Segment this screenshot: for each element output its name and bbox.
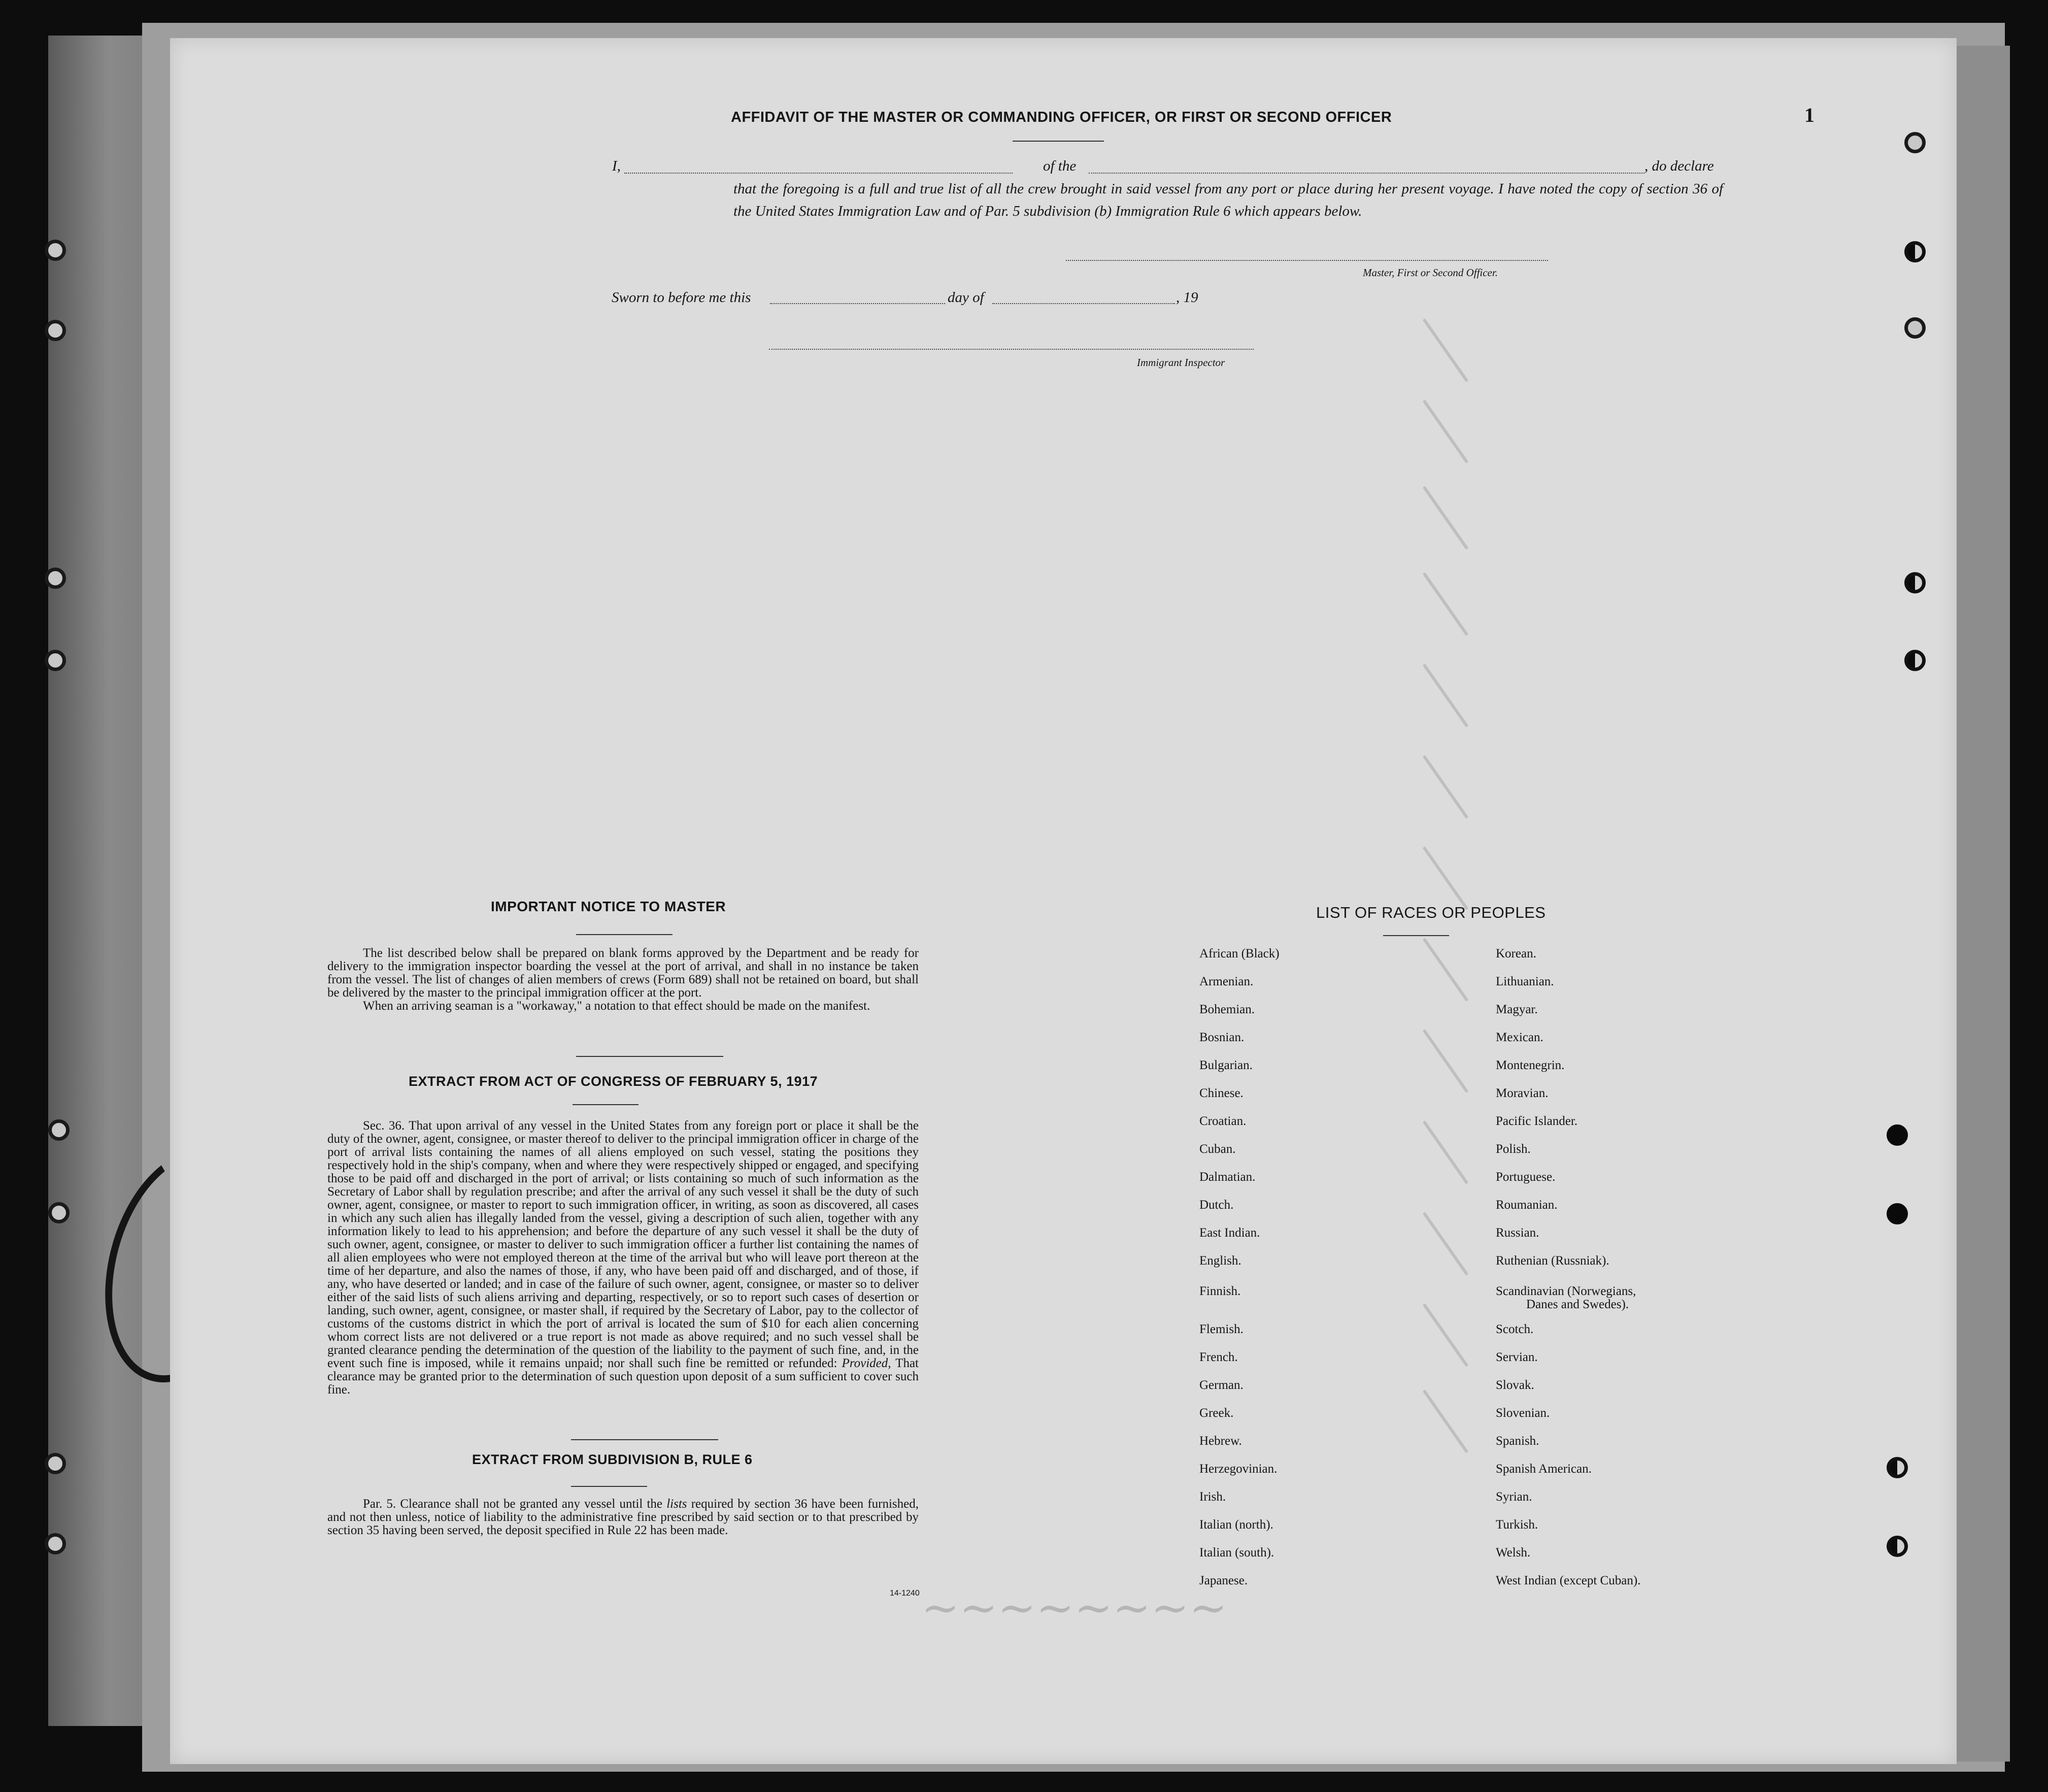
race-item: Mexican. <box>1496 1031 1543 1044</box>
race-item: West Indian (except Cuban). <box>1496 1574 1641 1587</box>
affidavit-body: that the foregoing is a full and true list of all the crew brought in said vessel from any port or place during her present voyage. I have noted the copy of section 36 of the United States Immigration Law and of Par. 5 subdivision (b) Immigration Rule 6 which appears below. <box>733 181 1723 219</box>
section-rule <box>571 1439 718 1440</box>
races-rule <box>1383 935 1449 936</box>
notice-rule <box>576 934 673 935</box>
pencil-mark <box>1423 1120 1469 1184</box>
race-item: Irish. <box>1199 1490 1226 1504</box>
race-item: Chinese. <box>1199 1086 1244 1100</box>
race-item: English. <box>1199 1254 1241 1268</box>
race-item: Finnish. <box>1199 1284 1241 1298</box>
punch-hole <box>1904 572 1926 593</box>
punch-hole <box>1887 1203 1908 1224</box>
race-item: Herzegovinian. <box>1199 1462 1278 1476</box>
notice-block <box>327 947 919 1013</box>
extract-act-rule <box>573 1104 639 1105</box>
punch-hole <box>48 1119 70 1141</box>
punch-hole <box>1904 132 1926 153</box>
affidavit-title: AFFIDAVIT OF THE MASTER OR COMMANDING OFFICER, OR FIRST OR SECOND OFFICER <box>731 109 1392 125</box>
race-item: Roumanian. <box>1496 1198 1558 1212</box>
affidavit-of-the-label: of the <box>1043 158 1077 174</box>
race-item: Bosnian. <box>1199 1031 1245 1044</box>
race-item: Bohemian. <box>1199 1003 1255 1016</box>
punch-hole <box>45 1453 66 1474</box>
section-36-text-end: That clearance may be granted prior to the determination of such question upon deposit of a sum sufficient to cover such fine. <box>327 1356 919 1397</box>
document-page <box>170 38 1957 1764</box>
race-item: Servian. <box>1496 1350 1538 1364</box>
pencil-mark <box>1423 938 1469 1002</box>
race-item: Korean. <box>1496 947 1536 960</box>
extract-rule-rule <box>571 1486 647 1487</box>
race-item: Hebrew. <box>1199 1434 1242 1448</box>
notice-para-2: When an arriving seaman is a "workaway," a notation to that effect should be made on the manifest. <box>363 999 870 1013</box>
punch-hole <box>45 320 66 341</box>
officer-signature-caption: Master, First or Second Officer. <box>1363 267 1498 279</box>
race-item: Montenegrin. <box>1496 1058 1565 1072</box>
affidavit-i-label: I, <box>612 158 621 174</box>
race-item: Croatian. <box>1199 1114 1247 1128</box>
race-item: Turkish. <box>1496 1518 1538 1532</box>
section-rule <box>576 1056 723 1057</box>
punch-hole <box>48 1202 70 1223</box>
race-item: Welsh. <box>1496 1546 1531 1559</box>
race-item: Portuguese. <box>1496 1170 1556 1184</box>
pencil-mark <box>1423 1212 1469 1276</box>
race-item: Scandinavian (Norwegians, <box>1496 1284 1636 1298</box>
proviso-word: Provided, <box>842 1356 891 1370</box>
punch-hole <box>45 568 66 589</box>
title-rule <box>1013 141 1104 142</box>
inspector-caption: Immigrant Inspector <box>1137 356 1225 369</box>
pencil-mark <box>1423 846 1469 910</box>
punch-hole <box>1887 1124 1908 1146</box>
race-item: German. <box>1199 1378 1244 1392</box>
race-item: African (Black) <box>1199 947 1280 960</box>
punch-hole <box>1904 241 1926 262</box>
pencil-mark <box>1423 1303 1469 1367</box>
race-item: Japanese. <box>1199 1574 1248 1587</box>
race-item: Polish. <box>1496 1142 1531 1156</box>
race-item: Armenian. <box>1199 975 1254 988</box>
form-number: 14-1240 <box>890 1589 920 1598</box>
affidavit-do-declare: , do declare <box>1644 158 1714 174</box>
race-item: Greek. <box>1199 1406 1234 1420</box>
rule-text: Par. 5. Clearance shall not be granted any vessel until the <box>363 1497 663 1511</box>
race-item: Spanish. <box>1496 1434 1539 1448</box>
pencil-mark <box>1423 663 1469 727</box>
race-item: Pacific Islander. <box>1496 1114 1578 1128</box>
punch-hole <box>1887 1457 1908 1478</box>
race-item: Moravian. <box>1496 1086 1549 1100</box>
pencil-mark <box>1423 318 1469 382</box>
race-item: Bulgarian. <box>1199 1058 1253 1072</box>
race-item: Scotch. <box>1496 1322 1534 1336</box>
faint-signature: ~~~~~~~~ <box>921 1581 1228 1635</box>
extract-rule-title: EXTRACT FROM SUBDIVISION B, RULE 6 <box>472 1452 753 1467</box>
race-item: East Indian. <box>1199 1226 1260 1240</box>
race-item: Syrian. <box>1496 1490 1532 1504</box>
race-item: Dutch. <box>1199 1198 1234 1212</box>
section-36-text: That upon arrival of any vessel in the United States from any foreign port or place it shall be the duty of the owner, agent, consignee, or master thereof to deliver to the principal immigration officer in charge of the port of arrival lists containing the names of all aliens employed on such vessel, stating the positions they respectively hold in the ship's company, when and where they were respectively shipped or engaged, and specifying those to be paid off and discharged in the port of arrival; or lists containing so much of such information as the Secretary of Labor shall by regulation prescribe; and after the arrival of any such vessel it shall be the duty of such owner, agent, consignee, or master to report to such immigration officer, in writing, as soon as discovered, all cases in which any such alien has illegally landed from the vessel, giving a description of such alien, together with any information likely to lead to his apprehension; and before the departure of any such vessel it shall be the duty of such owner, agent, consignee, or master to deliver to such immigration officer a further list containing the names of all alien employees who were not employed thereon at the time of the arrival but who will leave port thereon at the time of her departure, and also the names of those, if any, who have been paid off and discharged, and of those, if any, who have deserted or landed; and in case of the failure of such owner, agent, consignee, or master so to deliver either of the said lists of such aliens arriving and departing, respectively, or so to report such cases of desertion or landing, such owner, agent, consignee, or master shall, if required by the Secretary of Labor, pay to the collector of customs of the customs district in which the port of arrival is located the sum of $10 for each alien concerning whom correct lists are not delivered or a true report is not made as above required; and no such vessel shall be granted clearance pending the determination of the question of the liability to the payment of such fine, and, in the event such fine is imposed, while it remains unpaid; nor shall such fine be remitted or refunded: <box>327 1119 919 1370</box>
punch-hole <box>45 650 66 671</box>
sworn-day-blank <box>770 303 945 304</box>
race-item: Italian (south). <box>1199 1546 1274 1559</box>
pencil-mark <box>1423 1389 1469 1453</box>
race-item-continued: Danes and Swedes). <box>1526 1298 1629 1311</box>
pencil-mark <box>1423 486 1469 550</box>
race-item: Lithuanian. <box>1496 975 1554 988</box>
race-item: Ruthenian (Russniak). <box>1496 1254 1609 1268</box>
race-item: Magyar. <box>1496 1003 1538 1016</box>
punch-hole <box>45 1533 66 1554</box>
race-item: Slovenian. <box>1496 1406 1550 1420</box>
notice-para-1: The list described below shall be prepared on blank forms approved by the Department and be ready for delivery to the immigration inspector boarding the vessel at the port of arrival, and shall in no instance be taken from the vessel. The list of changes of alien members of crews (Form 689) shall not be retained on board, but shall be delivered by the master to the principal immigration officer at the port. <box>327 946 919 1000</box>
punch-hole <box>45 240 66 261</box>
races-title: LIST OF RACES OR PEOPLES <box>1316 904 1546 921</box>
race-item: Italian (north). <box>1199 1518 1273 1532</box>
section-label: Sec. 36. <box>363 1119 405 1133</box>
page-number: 1 <box>1804 104 1815 126</box>
sworn-year: , 19 <box>1176 289 1198 306</box>
pencil-mark <box>1423 572 1469 636</box>
race-item: Slovak. <box>1496 1378 1534 1392</box>
sworn-prefix: Sworn to before me this <box>612 289 751 306</box>
name-blank <box>624 173 1013 174</box>
pencil-mark <box>1423 400 1469 463</box>
race-item: French. <box>1199 1350 1238 1364</box>
vessel-blank <box>1089 173 1644 174</box>
extract-act-title: EXTRACT FROM ACT OF CONGRESS OF FEBRUARY 5, 1917 <box>409 1074 818 1089</box>
pencil-mark <box>1423 1029 1469 1093</box>
rule-text-end: required by section 36 have been furnished, and not then unless, notice of liability to the administrative fine prescribed by said section or to that prescribed by section 35 having been served, the deposit specified in Rule 22 has been made. <box>327 1497 919 1537</box>
race-item: Cuban. <box>1199 1142 1236 1156</box>
punch-hole <box>1904 650 1926 671</box>
sworn-day-of: day of <box>948 289 984 306</box>
race-item: Dalmatian. <box>1199 1170 1256 1184</box>
notice-title: IMPORTANT NOTICE TO MASTER <box>491 899 726 914</box>
race-item: Spanish American. <box>1496 1462 1592 1476</box>
punch-hole <box>1887 1536 1908 1557</box>
extract-rule-block <box>327 1498 919 1537</box>
extract-act-block <box>327 1119 919 1397</box>
inspector-signature-line <box>769 349 1254 350</box>
officer-signature-line <box>1066 260 1548 261</box>
race-item: Russian. <box>1496 1226 1539 1240</box>
pencil-mark <box>1423 755 1469 819</box>
punch-hole <box>1904 317 1926 339</box>
lists-word: lists <box>666 1497 687 1511</box>
sworn-month-blank <box>992 303 1175 304</box>
race-item: Flemish. <box>1199 1322 1244 1336</box>
